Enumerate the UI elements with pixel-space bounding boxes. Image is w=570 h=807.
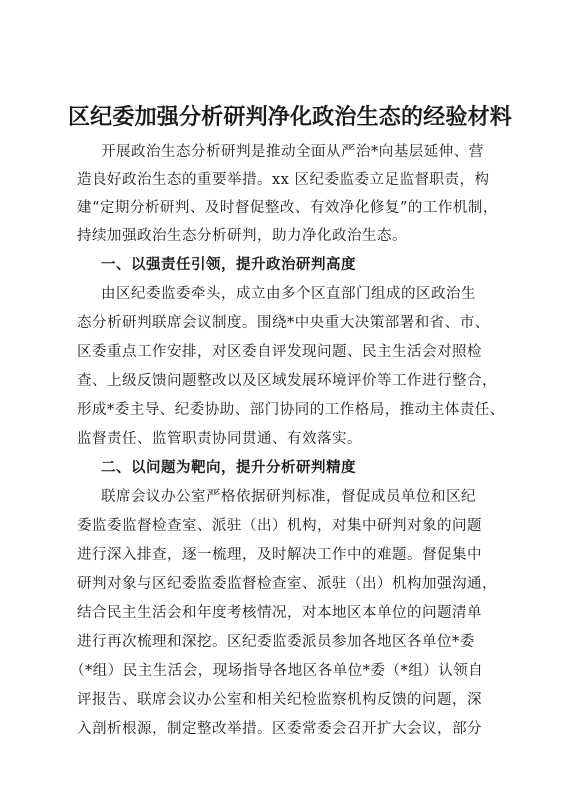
paragraph-line: 研判对象与区纪委监委监督检查室、派驻（出）机构加强沟通， bbox=[77, 576, 497, 592]
paragraph-line: （*组）民主生活会，现场指导各地区各单位*委（*组）认领自 bbox=[70, 663, 484, 679]
paragraph-line: 联席会议办公室严格依据研判标准，督促成员单位和区纪 bbox=[101, 489, 476, 505]
section-heading-2: 二、以问题为靶向，提升分析研判精度 bbox=[101, 460, 356, 476]
section-heading-1: 一、以强责任引领，提升政治研判高度 bbox=[101, 257, 356, 273]
paragraph-line: 持续加强政治生态分析研判，助力净化政治生态。 bbox=[77, 228, 407, 244]
paragraph-line: 造良好政治生态的重要举措。xx 区纪委监委立足监督职责，构 bbox=[77, 172, 490, 188]
paragraph-line: 形成*委主导、纪委协助、部门协同的工作格局，推动主体责任、 bbox=[77, 402, 505, 418]
paragraph-line: 监督责任、监管职责协同贯通、有效落实。 bbox=[77, 431, 362, 447]
paragraph-line: 评报告、联席会议办公室和相关纪检监察机构反馈的问题，深 bbox=[77, 692, 482, 708]
paragraph-line: 进行再次梳理和深挖。区纪委监委派员参加各地区各单位*委 bbox=[77, 634, 475, 650]
paragraph-line: 态分析研判联席会议制度。围绕*中央重大决策部署和省、市、 bbox=[77, 315, 490, 331]
paragraph-line: 由区纪委监委牵头，成立由多个区直部门组成的区政治生 bbox=[101, 286, 476, 302]
paragraph-line: 开展政治生态分析研判是推动全面从严治*向基层延伸、营 bbox=[101, 144, 484, 160]
paragraph-line: 进行深入排查，逐一梳理，及时解决工作中的难题。督促集中 bbox=[77, 547, 482, 563]
paragraph-line: 入剖析根源，制定整改举措。区委常委会召开扩大会议，部分 bbox=[77, 721, 482, 737]
paragraph-line: 建“定期分析研判、及时督促整改、有效净化修复”的工作机制， bbox=[77, 200, 498, 216]
document-title: 区纪委加强分析研判净化政治生态的经验材料 bbox=[67, 105, 512, 130]
paragraph-line: 区委重点工作安排，对区委自评发现问题、民主生活会对照检 bbox=[77, 344, 482, 360]
paragraph-line: 查、上级反馈问题整改以及区域发展环境评价等工作进行整合， bbox=[77, 373, 497, 389]
paragraph-line: 结合民主生活会和年度考核情况，对本地区本单位的问题清单 bbox=[77, 605, 482, 621]
paragraph-line: 委监委监督检查室、派驻（出）机构，对集中研判对象的问题 bbox=[77, 518, 482, 534]
